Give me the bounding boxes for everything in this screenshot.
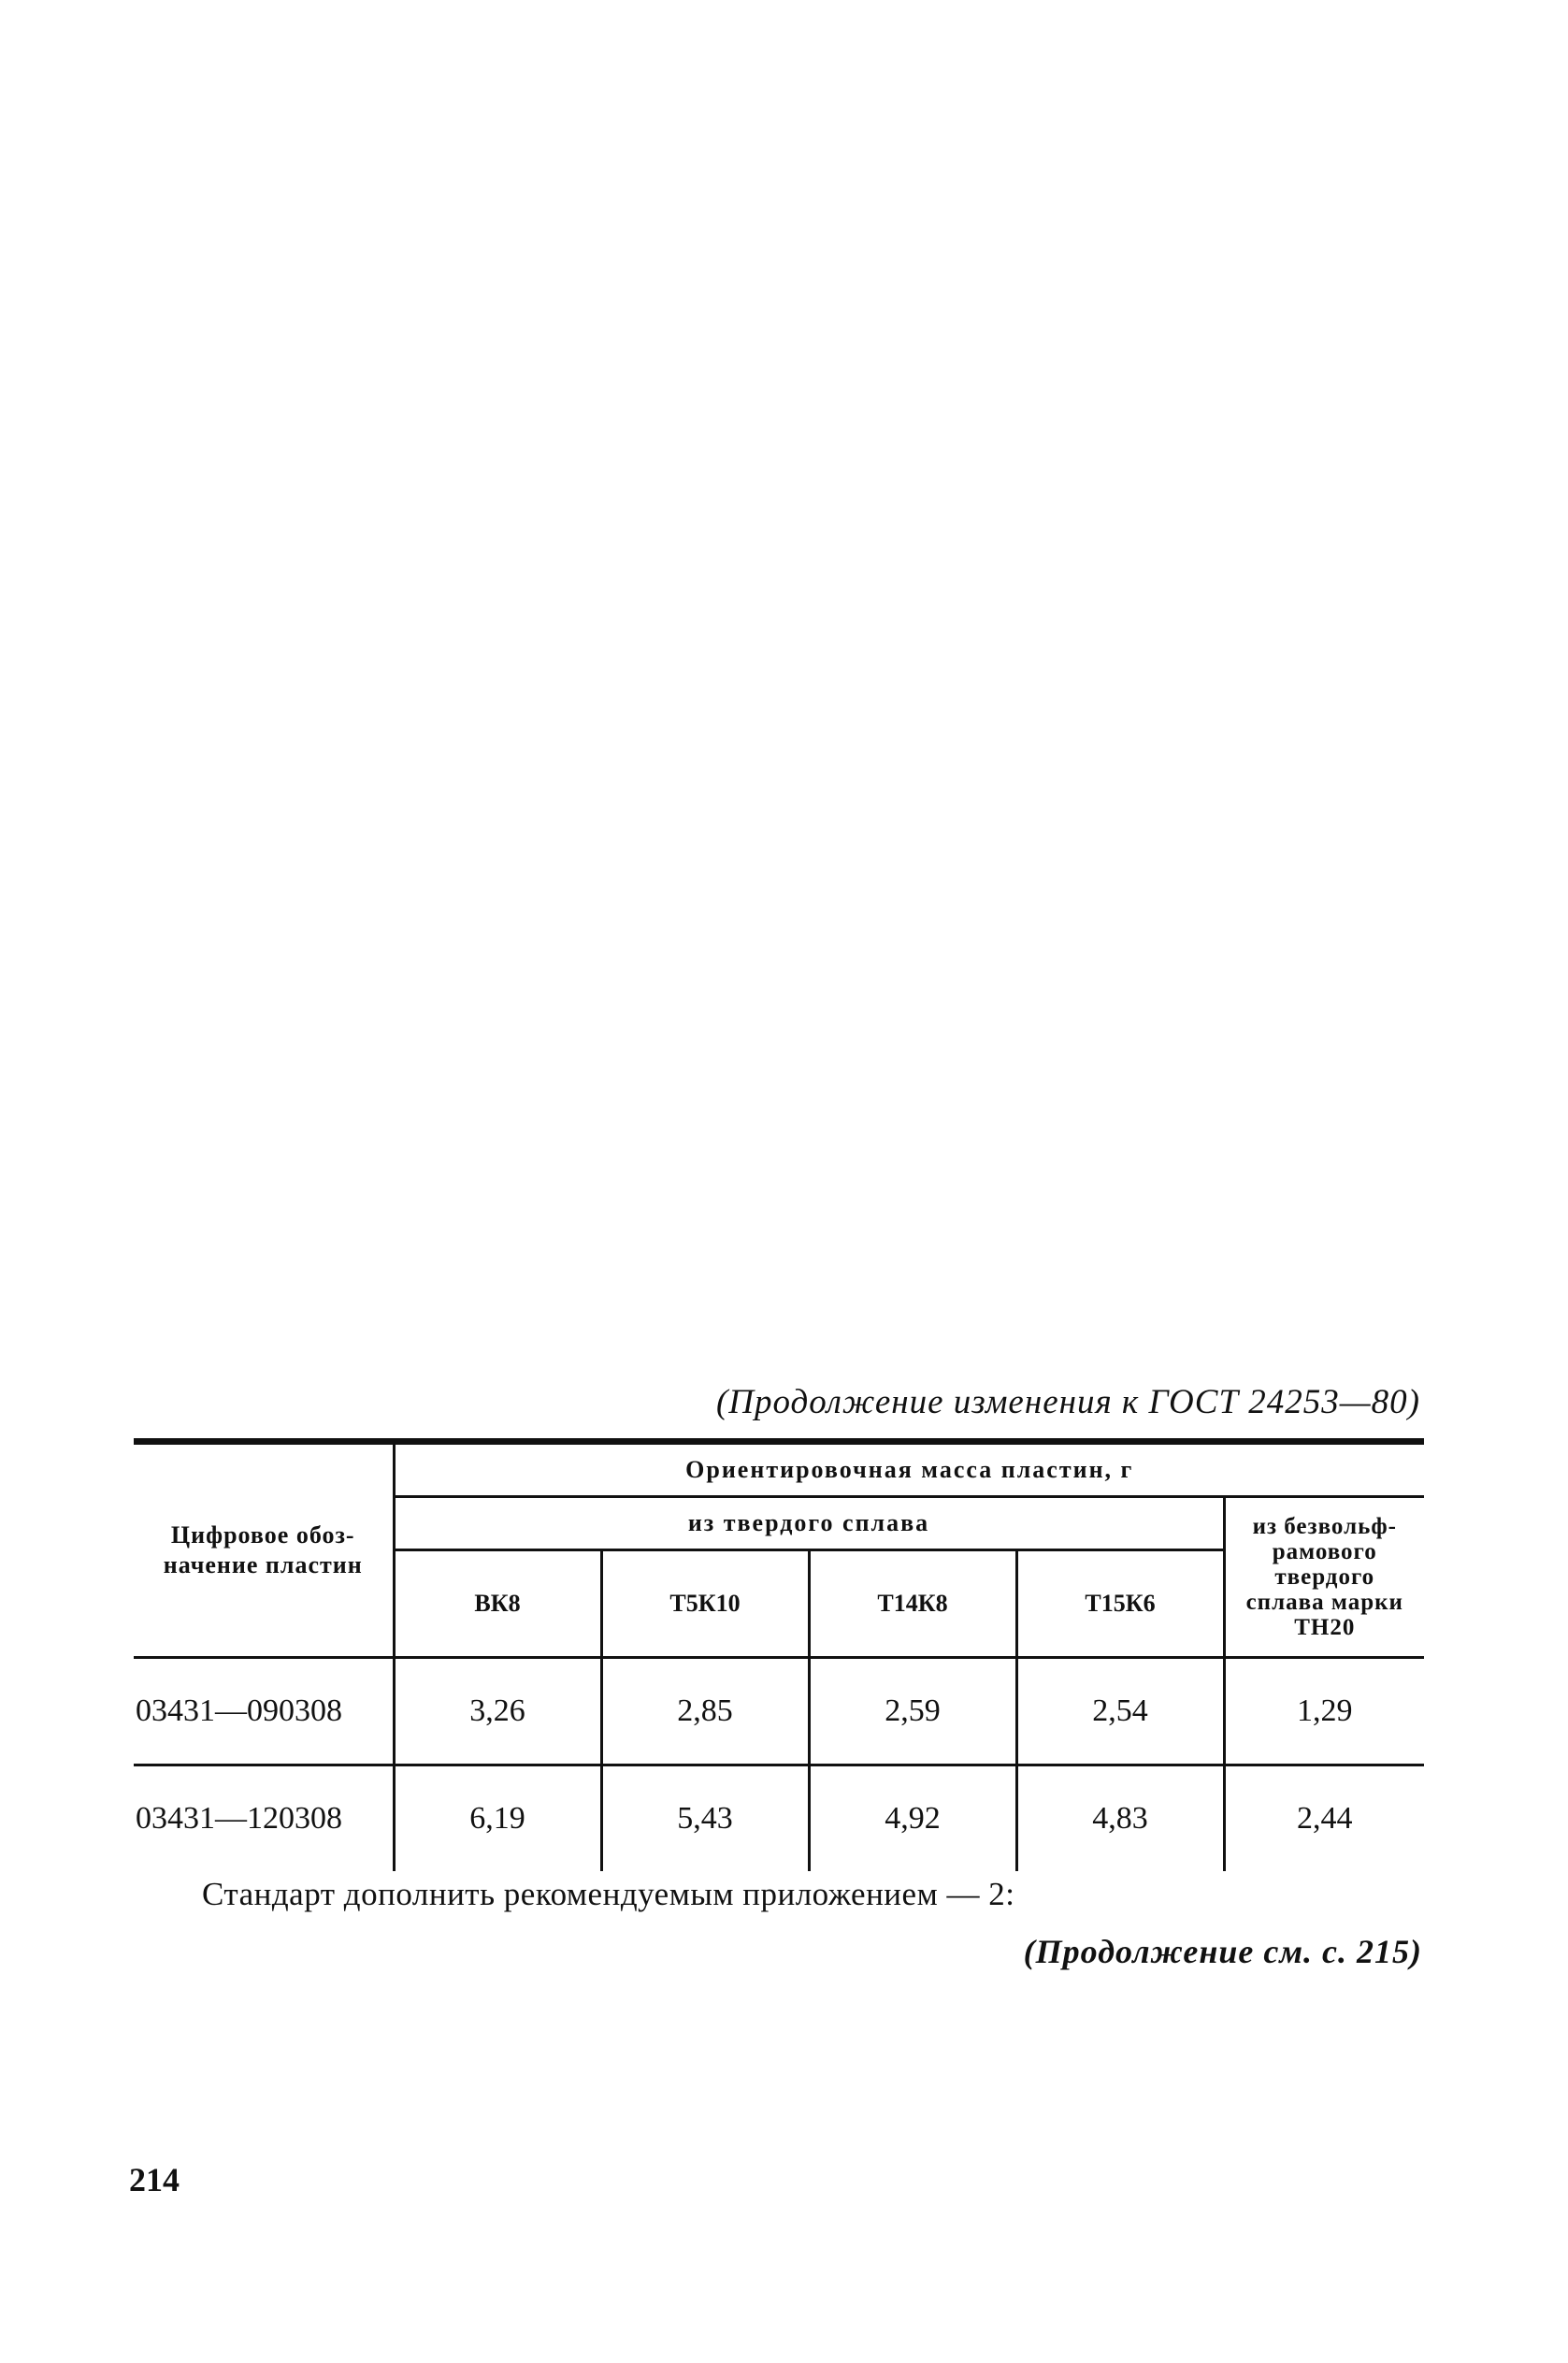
mass-header: Ориентировочная масса пластин, г (394, 1442, 1424, 1497)
table-row (134, 1765, 1424, 1872)
mass-table (134, 1438, 1424, 1871)
tungsten-free-alloy-header: из безвольф- рамового твердого сплава марки ТН20 (1224, 1497, 1424, 1658)
mass-value: 2,54 (1016, 1658, 1224, 1765)
designation-column-header: Цифровое обоз- начение пластин (134, 1442, 394, 1658)
mass-value: 2,44 (1224, 1765, 1424, 1872)
plate-designation: 03431—120308 (134, 1765, 394, 1872)
table-row (134, 1658, 1424, 1765)
mass-value: 1,29 (1224, 1658, 1424, 1765)
grade-header-t14k8: Т14К8 (809, 1550, 1016, 1658)
continuation-header: (Продолжение изменения к ГОСТ 24253—80) (715, 1383, 1420, 1421)
mass-value: 3,26 (394, 1658, 601, 1765)
mass-value: 4,92 (809, 1765, 1016, 1872)
mass-value: 6,19 (394, 1765, 601, 1872)
continuation-footer: (Продолжение см. с. 215) (1023, 1933, 1422, 1970)
grade-header-vk8: ВК8 (394, 1550, 601, 1658)
mass-value: 2,85 (601, 1658, 809, 1765)
mass-value: 2,59 (809, 1658, 1016, 1765)
mass-value: 4,83 (1016, 1765, 1224, 1872)
plate-designation: 03431—090308 (134, 1658, 394, 1765)
hard-alloy-header: из твердого сплава (394, 1497, 1224, 1550)
grade-header-t5k10: Т5К10 (601, 1550, 809, 1658)
grade-header-t15k6: Т15К6 (1016, 1550, 1224, 1658)
page-number: 214 (129, 2161, 180, 2198)
mass-value: 5,43 (601, 1765, 809, 1872)
mass-table-container (134, 1438, 1424, 1871)
standard-addition-text: Стандарт дополнить рекомендуемым приложением — 2: (202, 1876, 1015, 1912)
